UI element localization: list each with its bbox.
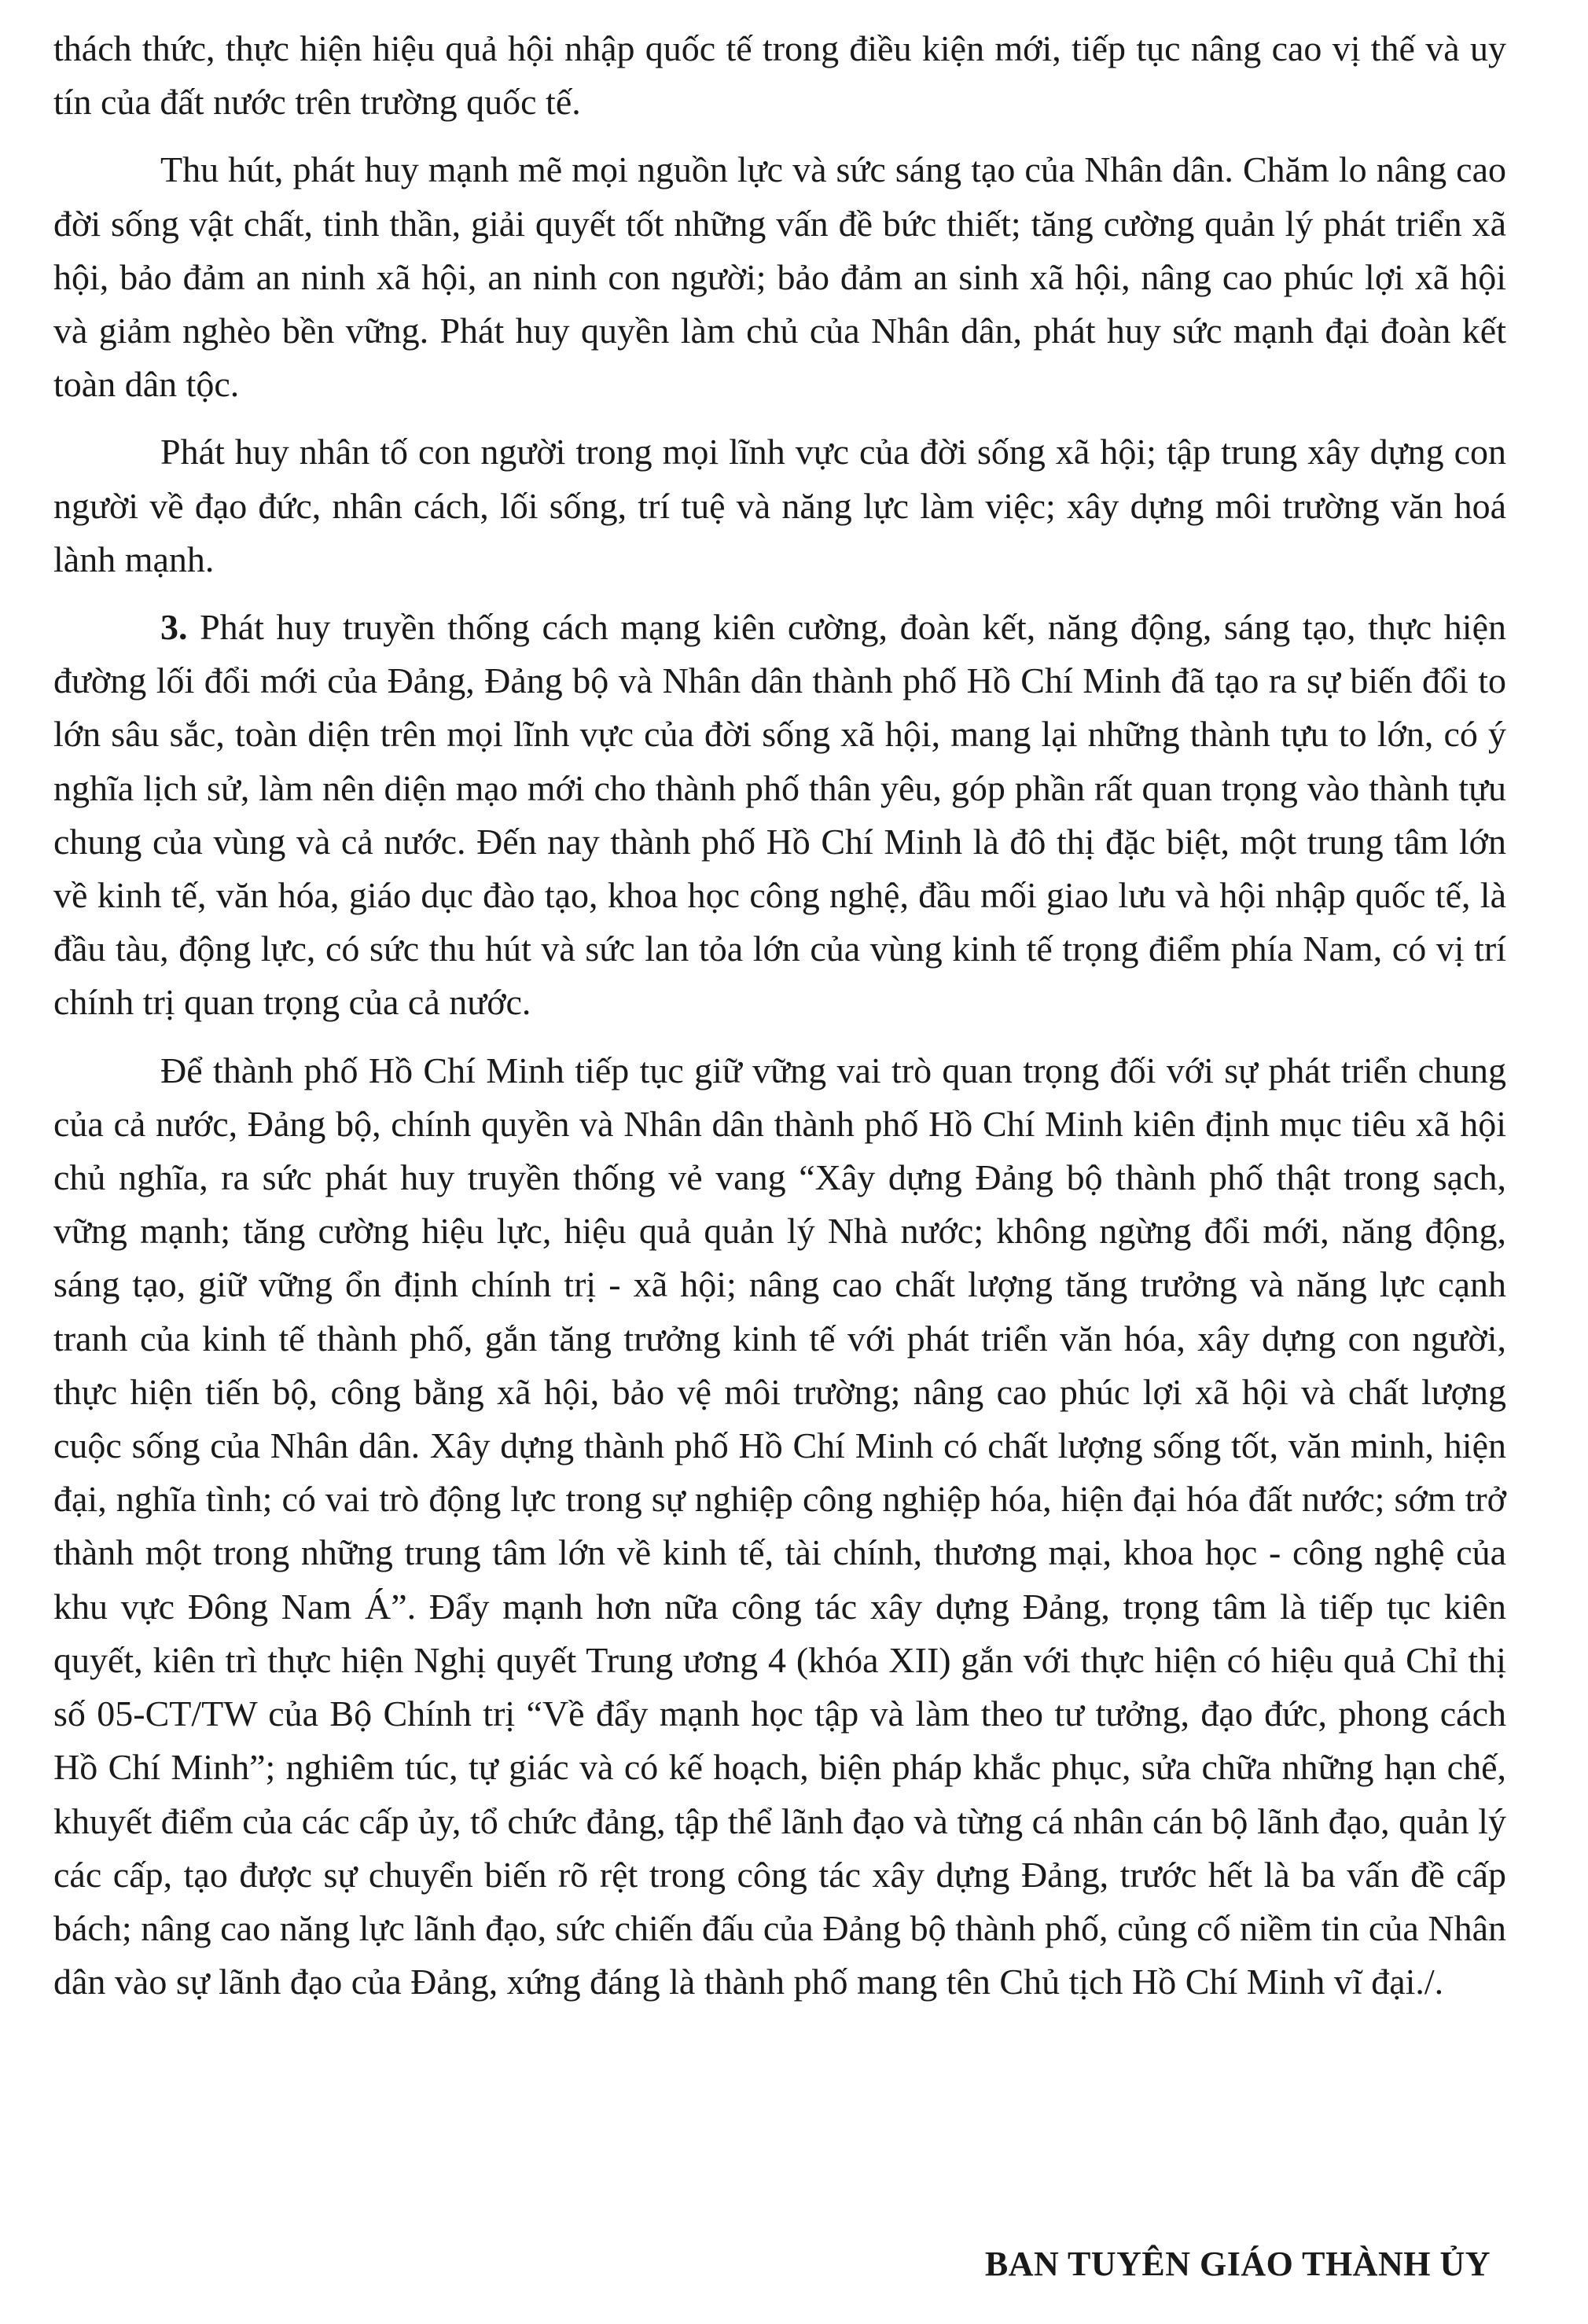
paragraph-text: Phát huy truyền thống cách mạng kiên cường, đoàn kết, năng động, sáng tạo, thực hiện đường lối đổi mới của Đảng, Đảng bộ và Nhân dân thành phố Hồ Chí Minh đã tạo ra sự biến đổi to lớn sâu sắc, toàn diện trên mọi lĩnh vực của đời sống xã hội, mang lại những thành tựu to lớn, có ý nghĩa lịch sử, làm nên diện mạo mới cho thành phố thân yêu, góp phần rất quan trọng vào thành tựu chung của vùng và cả nước. Đến nay thành phố Hồ Chí Minh là đô thị đặc biệt, một trung tâm lớn về kinh tế, văn hóa, giáo dục đào tạo, khoa học công nghệ, đầu mối giao lưu và hội nhập quốc tế, là đầu tàu, động lực, có sức thu hút và sức lan tỏa lớn của vùng kinh tế trọng điểm phía Nam, có vị trí chính trị quan trọng của cả nước.: [53, 607, 1506, 1023]
signature-line: BAN TUYÊN GIÁO THÀNH ỦY: [984, 2245, 1491, 2283]
paragraph-text: Thu hút, phát huy mạnh mẽ mọi nguồn lực và sức sáng tạo của Nhân dân. Chăm lo nâng cao đời sống vật chất, tinh thần, giải quyết tốt những vấn đề bức thiết; tăng cường quản lý phát triển xã hội, bảo đảm an ninh xã hội, an ninh con người; bảo đảm an sinh xã hội, nâng cao phúc lợi xã hội và giảm nghèo bền vững. Phát huy quyền làm chủ của Nhân dân, phát huy sức mạnh đại đoàn kết toàn dân tộc.: [53, 149, 1506, 405]
paragraph-text: Phát huy nhân tố con người trong mọi lĩnh vực của đời sống xã hội; tập trung xây dựng con người về đạo đức, nhân cách, lối sống, trí tuệ và năng lực làm việc; xây dựng môi trường văn hoá lành mạnh.: [53, 432, 1506, 579]
paragraph-text: Để thành phố Hồ Chí Minh tiếp tục giữ vững vai trò quan trọng đối với sự phát triển chung của cả nước, Đảng bộ, chính quyền và Nhân dân thành phố Hồ Chí Minh kiên định mục tiêu xã hội chủ nghĩa, ra sức phát huy truyền thống vẻ vang “Xây dựng Đảng bộ thành phố thật trong sạch, vững mạnh; tăng cường hiệu lực, hiệu quả quản lý Nhà nước; không ngừng đổi mới, năng động, sáng tạo, giữ vững ổn định chính trị - xã hội; nâng cao chất lượng tăng trưởng và năng lực cạnh tranh của kinh tế thành phố, gắn tăng trưởng kinh tế với phát triển văn hóa, xây dựng con người, thực hiện tiến bộ, công bằng xã hội, bảo vệ môi trường; nâng cao phúc lợi xã hội và chất lượng cuộc sống của Nhân dân. Xây dựng thành phố Hồ Chí Minh có chất lượng sống tốt, văn minh, hiện đại, nghĩa tình; có vai trò động lực trong sự nghiệp công nghiệp hóa, hiện đại hóa đất nước; sớm trở thành một trong những trung tâm lớn về kinh tế, tài chính, thương mại, khoa học - công nghệ của khu vực Đông Nam Á”. Đẩy mạnh hơn nữa công tác xây dựng Đảng, trọng tâm là tiếp tục kiên quyết, kiên trì thực hiện Nghị quyết Trung ương 4 (khóa XII) gắn với thực hiện có hiệu quả Chỉ thị số 05-CT/TW của Bộ Chính trị “Về đẩy mạnh học tập và làm theo tư tưởng, đạo đức, phong cách Hồ Chí Minh”; nghiêm túc, tự giác và có kế hoạch, biện pháp khắc phục, sửa chữa những hạn chế, khuyết điểm của các cấp ủy, tổ chức đảng, tập thể lãnh đạo và từng cá nhân cán bộ lãnh đạo, quản lý các cấp, tạo được sự chuyển biến rõ rệt trong công tác xây dựng Đảng, trước hết là ba vấn đề cấp bách; nâng cao năng lực lãnh đạo, sức chiến đấu của Đảng bộ thành phố, củng cố niềm tin của Nhân dân vào sự lãnh đạo của Đảng, xứng đáng là thành phố mang tên Chủ tịch Hồ Chí Minh vĩ đại./.: [53, 1050, 1506, 2002]
paragraph-human-factor: [53, 425, 1506, 587]
paragraph-text: thách thức, thực hiện hiệu quả hội nhập quốc tế trong điều kiện mới, tiếp tục nâng cao vị thế và uy tín của đất nước trên trường quốc tế.: [53, 28, 1506, 123]
document-body: [53, 22, 1506, 2009]
paragraph-continuation: [53, 22, 1506, 129]
section-number: 3.: [160, 607, 188, 648]
paragraph-resources: [53, 143, 1506, 411]
paragraph-section-3: [53, 601, 1506, 1030]
paragraph-conclusion: [53, 1044, 1506, 2010]
